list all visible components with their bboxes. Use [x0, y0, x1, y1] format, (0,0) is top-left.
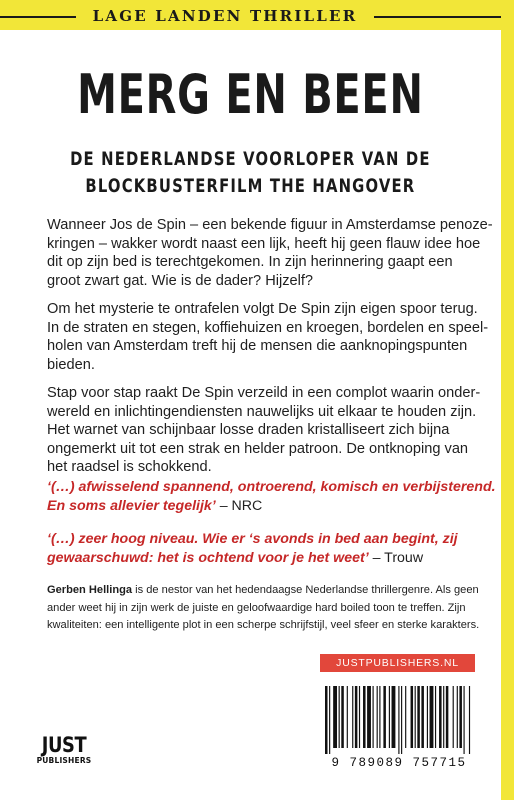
- isbn-number: 9 789089 757715: [331, 756, 467, 770]
- quote-line: ‘(…) afwisselend spannend, ontroerend, komisch en verbijsterend.: [47, 479, 496, 495]
- barcode-bar: [377, 686, 378, 748]
- barcode-bar: [359, 686, 360, 748]
- barcode-bar: [325, 686, 328, 754]
- barcode-bar: [421, 686, 424, 748]
- logo-subtext: PUBLISHERS: [36, 756, 92, 765]
- yellow-right-edge: [501, 0, 514, 800]
- quote-line: ‘(…) zeer hoog niveau. Wie er ‘s avonds in bed aan begint, zij: [47, 531, 458, 547]
- quote-line: En soms allevier tegelijk’: [47, 497, 216, 514]
- blurb-line: wereld en inlichtingendiensten nauwelijks uit elkaar te houden zijn.: [47, 403, 477, 420]
- barcode-bar: [443, 686, 444, 748]
- barcode-bar: [415, 686, 416, 748]
- blurb-line: holen van Amsterdam treft hij de mensen die aanknopingspunten: [47, 338, 468, 354]
- barcode-bar: [329, 686, 330, 754]
- barcode-bar: [401, 686, 402, 754]
- review-quote-nrc: [47, 478, 497, 515]
- blurb-line: kringen – wakker wordt naast een lijk, heeft hij geen flauw idee hoe: [47, 235, 481, 252]
- review-quote-trouw: [47, 530, 497, 567]
- barcode-bar: [363, 686, 366, 748]
- barcode-bar: [379, 686, 380, 748]
- barcode-icon: [323, 686, 475, 754]
- blurb-paragraph-1: [47, 216, 493, 290]
- barcode-bar: [439, 686, 442, 748]
- barcode-bar: [464, 686, 465, 754]
- barcode-bar: [341, 686, 344, 748]
- barcode-bar: [405, 686, 406, 748]
- publisher-logo: [32, 734, 96, 774]
- barcode-bar: [435, 686, 436, 748]
- bio-text: is de nestor van het hedendaagse Nederlandse thrillergenre. Als geen: [132, 584, 479, 596]
- blurb-line: groot zwart gat. Wie is de dader? Hijzelf?: [47, 272, 314, 289]
- barcode-bar: [459, 686, 462, 748]
- quote-source: – NRC: [215, 497, 263, 514]
- barcode-bar: [457, 686, 458, 748]
- blurb-line: Het warnet van schijnbaar losse draden kristalliseert zich bijna: [47, 422, 450, 438]
- bio-text: ander weet hij in zijn werk de juiste en geloofwaardige hard boiled toon te treffen. Zijn: [47, 601, 466, 614]
- barcode-bar: [367, 686, 371, 748]
- isbn-barcode: [313, 680, 485, 776]
- blurb-line: dit op zijn bed is terechtgekomen. In zijn herinnering gaapt een: [47, 254, 453, 270]
- barcode-bar: [373, 686, 374, 748]
- author-name: Gerben Hellinga: [47, 584, 133, 596]
- barcode-bar: [469, 686, 470, 754]
- subtitle-line-1: DE NEDERLANDSE VOORLOPER VAN DE: [70, 148, 431, 170]
- blurb-line: Stap voor stap raakt De Spin verzeild in een complot waarin onder-: [47, 385, 481, 401]
- barcode-bar: [355, 686, 358, 748]
- blurb-line: In de straten en stegen, koffiehuizen en kroegen, bordelen en speel-: [47, 319, 489, 336]
- series-label: LAGE LANDEN THRILLER: [92, 7, 358, 25]
- author-bio: [47, 582, 497, 635]
- barcode-bar: [417, 686, 420, 748]
- barcode-bar: [352, 686, 353, 748]
- barcode-bar: [446, 686, 449, 748]
- barcode-bar: [389, 686, 390, 748]
- barcode-bar: [347, 686, 348, 748]
- quote-source: – Trouw: [368, 549, 424, 566]
- bio-text: kwaliteiten: een intelligente plot in een scherpe schrijfstijl, veel sfeer en sterke karakters.: [47, 619, 480, 631]
- series-rule-right: [374, 16, 501, 18]
- blurb-line: Om het mysterie te ontrafelen volgt De Spin zijn eigen spoor terug.: [47, 301, 478, 317]
- blurb-line: Wanneer Jos de Spin – een bekende figuur in Amsterdamse penoze-: [47, 217, 493, 233]
- barcode-bar: [430, 686, 434, 748]
- barcode-bar: [411, 686, 414, 748]
- blurb-line: ongemerkt uit tot een strak en helder patroon. De ontknoping van: [47, 440, 469, 457]
- barcode-bar: [383, 686, 386, 748]
- series-rule-left: [0, 16, 76, 18]
- barcode-bar: [339, 686, 340, 748]
- barcode-bar: [427, 686, 428, 748]
- quote-line: gewaarschuwd: het is ochtend voor je het weet’: [47, 549, 369, 566]
- subtitle-line-2: BLOCKBUSTERFILM THE HANGOVER: [85, 175, 416, 197]
- logo-word: JUST: [41, 733, 87, 757]
- blurb-paragraph-3: [47, 384, 487, 477]
- blurb-line: bieden.: [47, 356, 95, 373]
- publisher-url-badge: JUSTPUBLISHERS.NL: [320, 654, 475, 672]
- barcode-bar: [453, 686, 454, 748]
- book-title: MERG EN BEEN: [77, 63, 424, 126]
- barcode-bar: [333, 686, 337, 748]
- blurb-line: het raadsel is schokkend.: [47, 459, 212, 475]
- barcode-bar: [398, 686, 399, 754]
- blurb-paragraph-2: [47, 300, 487, 374]
- barcode-bar: [392, 686, 396, 748]
